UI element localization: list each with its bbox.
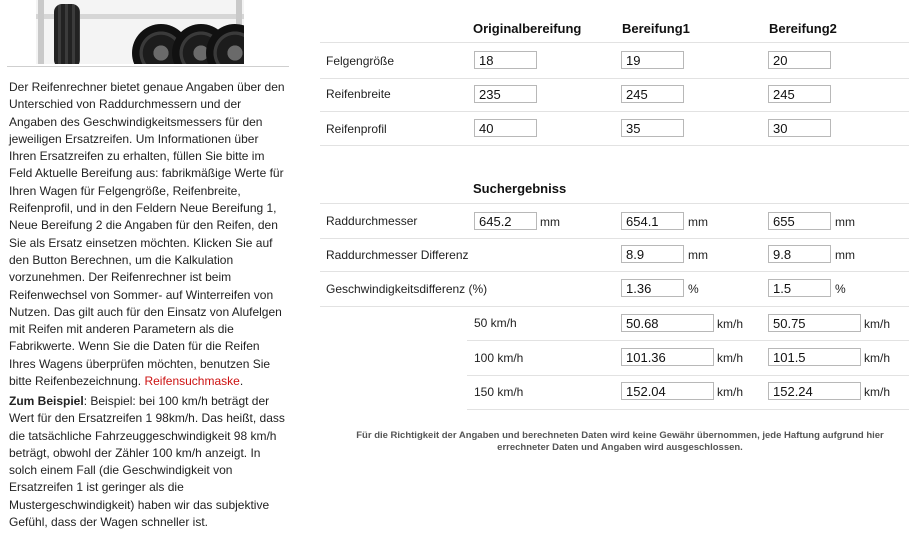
info-column — [0, 0, 290, 535]
label-speed-100: 100 km/h — [474, 351, 524, 365]
speed50-b2-output[interactable] — [768, 314, 861, 332]
unit-mm: mm — [835, 248, 855, 262]
row-speed-50 — [467, 306, 909, 341]
row-reifenbreite — [320, 77, 909, 112]
label-speed-150: 150 km/h — [474, 385, 524, 399]
unit-kmh: km/h — [864, 385, 891, 399]
label-felgengroesse: Felgengröße — [326, 54, 395, 68]
reifensuchmaske-link[interactable]: Reifensuchmaske — [144, 374, 240, 389]
speed100-b2-output[interactable] — [768, 348, 861, 366]
intro-text: Der Reifenrechner bietet genaue Angaben über den Unterschied von Raddurchmessern und der Angaben des Geschwindigkeitsmessers für den jeweiligen Ersatzreifen. Um Informationen über Ihren Ersatzreifen zu erhalten, füllen Sie bitte im Feld Aktuelle Bereifung aus: fabrikmäßige Werte für Ihren Wagen für Felgengröße, Reifenbreite, Reifenprofil, und in den Feldern Neue Bereifung 1, Neue Bereifung 2 die Angaben für den Reifen, den Sie als Ersatz einsetzen möchten. Klicken Sie auf den Button Berechnen, um die Kalkulation vorzunehmen. Der Reifenrechner ist beim Reifenwechsel von Sommer- auf Winterreifen von Nutzen. Das gilt auch für den Einsatz von Alufelgen mit Reifen mit anderen Parametern als die Fabrikwerte. Wenn Sie die Daten für die Reifen Ihres Wagens überprüfen möchten, benutzen Sie bitte Reifenbezeichnung. — [9, 80, 285, 389]
felgen-b1-input[interactable] — [621, 51, 684, 69]
unit-kmh: km/h — [717, 317, 744, 331]
unit-mm: mm — [688, 248, 708, 262]
felgen-original-input[interactable] — [474, 51, 537, 69]
profil-b2-input[interactable] — [768, 119, 831, 137]
unit-mm: mm — [688, 215, 708, 229]
row-speed-150 — [467, 375, 909, 410]
left-divider — [7, 66, 289, 67]
differenz-b2-output[interactable] — [768, 245, 831, 263]
row-speed-100 — [467, 340, 909, 376]
results-title: Suchergebniss — [473, 181, 567, 196]
breite-b2-input[interactable] — [768, 85, 831, 103]
label-raddurchmesser-differenz: Raddurchmesser Differenz — [326, 248, 469, 262]
label-reifenprofil: Reifenprofil — [326, 122, 387, 136]
speed100-b1-output[interactable] — [621, 348, 714, 366]
speed150-b2-output[interactable] — [768, 382, 861, 400]
unit-kmh: km/h — [864, 351, 891, 365]
example-paragraph — [9, 393, 289, 531]
unit-kmh: km/h — [717, 385, 744, 399]
unit-percent: % — [688, 282, 699, 296]
unit-percent: % — [835, 282, 846, 296]
row-reifenprofil — [320, 111, 909, 146]
speed150-b1-output[interactable] — [621, 382, 714, 400]
breite-b1-input[interactable] — [621, 85, 684, 103]
durchmesser-original-output[interactable] — [474, 212, 537, 230]
geschw-b1-output[interactable] — [621, 279, 684, 297]
tire-shelf-image — [36, 0, 244, 64]
column-head-bereifung1: Bereifung1 — [622, 21, 690, 36]
row-raddurchmesser — [320, 203, 909, 239]
durchmesser-b2-output[interactable] — [768, 212, 831, 230]
intro-paragraph — [9, 79, 289, 390]
speed50-b1-output[interactable] — [621, 314, 714, 332]
disclaimer-text: Für die Richtigkeit der Angaben und berechneten Daten wird keine Gewähr übernommen, jede Haftung aufgrund hier errechneter Daten und Angaben wird ausgeschlossen. — [356, 430, 884, 453]
unit-kmh: km/h — [864, 317, 891, 331]
durchmesser-b1-output[interactable] — [621, 212, 684, 230]
column-head-original: Originalbereifung — [473, 21, 582, 36]
unit-mm: mm — [835, 215, 855, 229]
breite-original-input[interactable] — [474, 85, 537, 103]
unit-mm: mm — [540, 215, 560, 229]
label-reifenbreite: Reifenbreite — [326, 87, 391, 101]
profil-b1-input[interactable] — [621, 119, 684, 137]
unit-kmh: km/h — [717, 351, 744, 365]
profil-original-input[interactable] — [474, 119, 537, 137]
tire-calculator — [320, 0, 914, 535]
column-head-bereifung2: Bereifung2 — [769, 21, 837, 36]
example-heading: Zum Beispiel — [9, 394, 84, 408]
example-text: : Beispiel: bei 100 km/h beträgt der Wert für den Ersatzreifen 1 98km/h. Das heißt, dass die tatsächliche Fahrzeuggeschwindigkeit 98 km/h beträgt, obwohl der Zähler 100 km/h anzeigt. In solch einem Fall (die Geschwindigkeit von Ersatzreifen 1 ist geringer als die Mustergeschwindigkeit) haben wir das subjektive Gefühl, dass der Wagen schneller ist. — [9, 394, 285, 530]
label-geschwindigkeitsdifferenz: Geschwindigkeitsdifferenz (%) — [326, 282, 488, 296]
felgen-b2-input[interactable] — [768, 51, 831, 69]
row-raddurchmesser-differenz — [320, 237, 909, 272]
label-speed-50: 50 km/h — [474, 316, 517, 330]
differenz-b1-output[interactable] — [621, 245, 684, 263]
row-felgengroesse — [320, 42, 909, 79]
intro-link-suffix: . — [239, 374, 244, 389]
geschw-b2-output[interactable] — [768, 279, 831, 297]
row-geschwindigkeitsdifferenz — [320, 271, 909, 307]
label-raddurchmesser: Raddurchmesser — [326, 214, 418, 228]
